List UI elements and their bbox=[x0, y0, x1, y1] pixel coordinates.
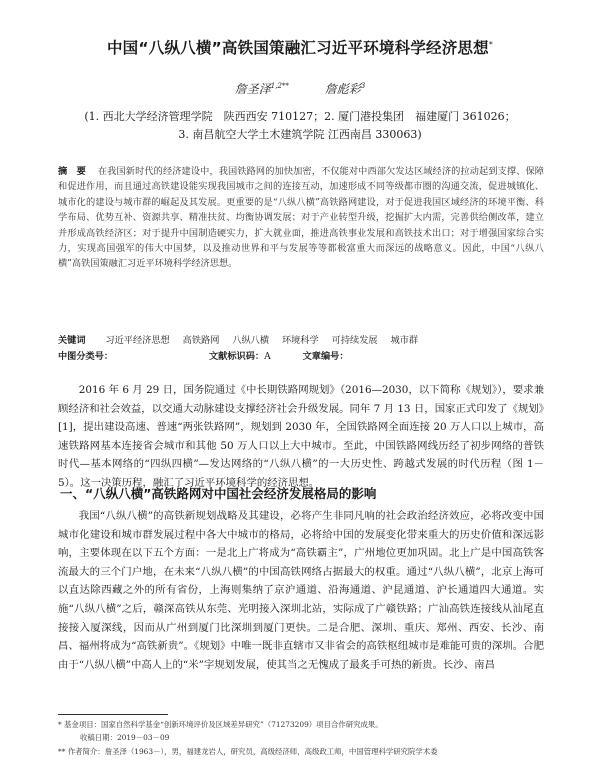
clc-label: 中图分类号： bbox=[58, 351, 114, 362]
abstract-text: 在我国新时代的经济建设中，我国铁路网的加快加密，不仅能对中西部欠发达区域经济的拉动起到支撑、保障和促进作用，而且通过高铁建设能实现我国城市之间的连接互动，加速形成不同等级都市圈的沟通交流，促进城镇化、城市化的建设与城市群的崛起及其发展。更重要的是“八纵八横”高铁路网建设，对于促进我国区域经济的环境平衡、科学布局、优势互补、资源共享、精准扶贫、均衡协调发展；对于产业转型升级，挖掘扩大内需，完善供给侧改革，建立并形成高铁经济区；对于提升中国制造硬实力，扩大就业面，推进高铁事业发展和高铁技术出口；对于增强国家综合实力，实现高国强军的伟大中国梦，以及推动世界和平与发展等等都极富重大而深远的战略意义。因此，中国“八纵八横”高铁国策融汇习近平环境科学经济思想。 bbox=[58, 166, 544, 270]
doc-code-value: A bbox=[264, 351, 271, 362]
keyword: 八纵八横 bbox=[232, 335, 270, 346]
doc-code-label: 文献标识码： bbox=[208, 351, 265, 362]
footnote-fund: * 基金项目：国家自然科学基金“创新环境评价及区域差异研究”（71273209）项目合作研究成果。 bbox=[58, 720, 383, 729]
paper-title bbox=[40, 36, 560, 58]
author-2-name: 詹彪彩 bbox=[324, 82, 361, 96]
affiliations bbox=[40, 108, 560, 144]
section-heading: 一、“八纵八横”高铁路网对中国社会经济发展格局的影响 bbox=[60, 486, 377, 501]
keywords-label: 关键词 bbox=[58, 335, 86, 346]
keywords-row bbox=[58, 332, 544, 346]
keyword: 可持续发展 bbox=[331, 335, 378, 346]
footnote-received: 收稿日期：2019－03－09 bbox=[80, 733, 170, 743]
abstract-label: 摘 要 bbox=[58, 166, 86, 177]
author-1-sup: 1,2** bbox=[270, 82, 289, 90]
section-paragraph: 我国“八纵八横”的高铁新规划战略及其建设，必将产生非同凡响的社会政治经济效应，必将改变中国城市化建设和城市群发展过程中各大中城市的格局，必将给中国的发展变化带来重大的历史价值和深远影响，主要体现在以下五个方面：一是北上广将成为“高铁霸主”，广州地位更加巩固。北上广是中国高铁客流最大的三个门户地，在未来“八纵八横”的中国高铁网络占据最大的权重。通过“八纵八横”，北京上海可以直达除西藏之外的所有省份，上海则集纳了京沪通道、沿海通道、沪昆通道、沪长通道四大通道。实施“八纵八横”之后，赣深高铁从东莞、光明接入深圳北站，实际成了广赣铁路；广汕高铁连接线从汕尾直接接入厦深线，因而从广州到厦门比深圳到厦门更快。二是合肥、深圳、重庆、郑州、西安、长沙、南昌、福州将成为“高铁新贵”。《规划》中唯一既非直辖市又非省会的高铁枢纽城市是难能可贵的深圳。合肥由于“八纵八横”中高人上的“米”字规划发展，使其当之无愧成了最炙手可热的新贵。长沙、南昌 bbox=[58, 510, 544, 671]
abstract bbox=[58, 164, 544, 272]
keyword: 环境科学 bbox=[281, 335, 319, 346]
author-line bbox=[0, 80, 600, 97]
classification-row bbox=[58, 348, 544, 362]
intro-paragraph: 2016 年 6 月 29 日，国务院通过《中长期铁路网规划》（2016—2030，以下简称《规划》），要求兼顾经济和社会效益，以交通大动脉建设支撑经济社会升级发展。同年 7 月 13 日，国家正式印发了《规划》[1]，提出建设高速、普速“两张铁路网”，规划到 2030 年，全国铁路网全面连接 20 万人口以上城市，高速铁路网基本连接省会城市和其他 50 万人口以上大中城市。至此，中国铁路网线历经了初步网络的普铁时代—基本网络的“四纵四横”—发达网络的“八纵八横”的一大历史性、跨越式发展的时代历程（图 1－5）。这一决策历程，融汇了习近平环境科学的经济思想。 bbox=[58, 384, 544, 489]
keyword: 城市群 bbox=[390, 335, 419, 346]
affiliation-line-1: (1. 西北大学经济管理学院 陕西西安 710127；2. 厦门港投集团 福建厦门 361026； bbox=[84, 110, 516, 123]
keyword: 习近平经济思想 bbox=[105, 335, 170, 346]
footnote-rule bbox=[58, 714, 168, 715]
author-2-sup: 3 bbox=[360, 82, 366, 90]
article-id-label: 文章编号： bbox=[302, 351, 349, 362]
author-1-name: 詹圣泽 bbox=[234, 82, 271, 96]
author-2 bbox=[325, 82, 365, 96]
affiliation-line-2: 3. 南昌航空大学土木建筑学院 江西南昌 330063) bbox=[178, 128, 422, 141]
author-1 bbox=[235, 82, 289, 96]
title-text: 中国“八纵八横”高铁国策融汇习近平环境科学经济思想 bbox=[106, 39, 489, 57]
footnote-author: ** 作者简介：詹圣泽（1963－），男，福建龙岩人，研究员，高级经济师，高级政工师，中国管理科学研究院学术委 bbox=[58, 746, 438, 756]
keyword: 高铁路网 bbox=[182, 335, 220, 346]
title-footnote-mark: * bbox=[488, 39, 494, 49]
footnotes bbox=[58, 718, 544, 758]
